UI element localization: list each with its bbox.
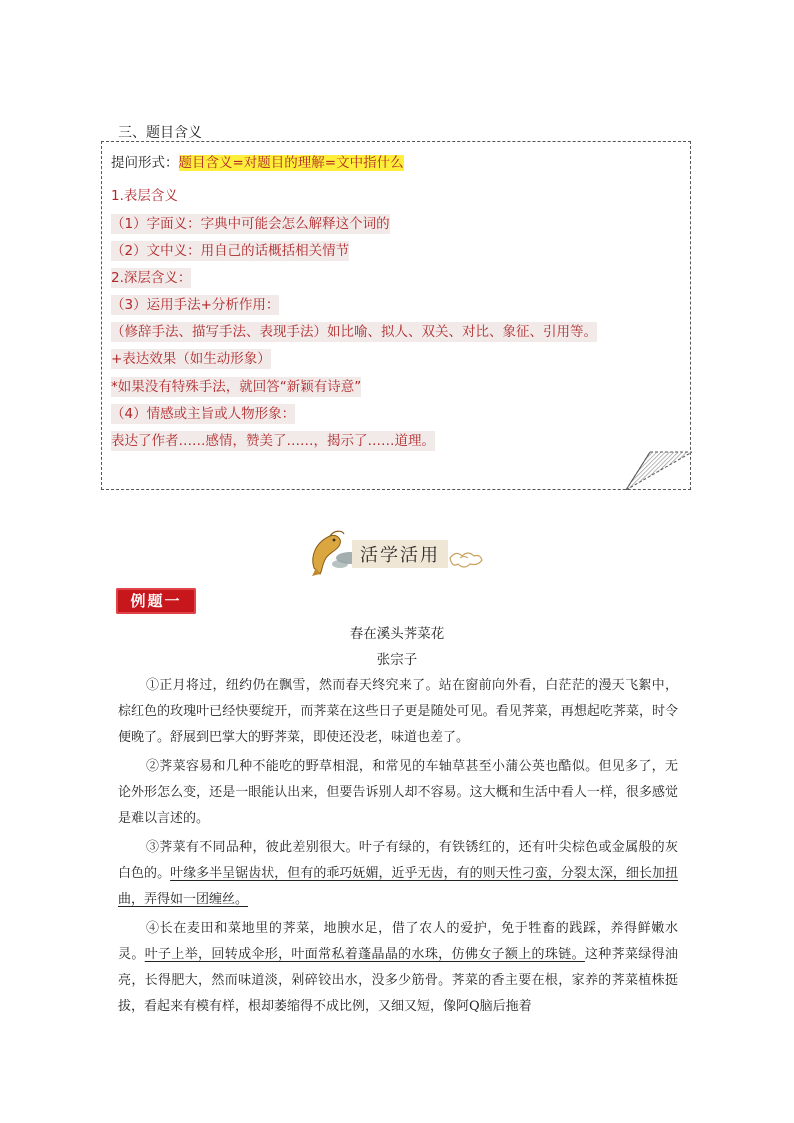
section-title: 三、题目含义 xyxy=(118,125,202,141)
article-author: 张宗子 xyxy=(376,652,418,668)
paragraph-3 xyxy=(118,835,678,913)
paragraph-1: ①正月将过，纽约仍在飘雪，然而春天终究来了。站在窗前向外看，白茫茫的漫天飞絮中，棕红色的玫瑰叶已经快要绽开，而荠菜在这些日子更是随处可见。看见荠菜，再想起吃荠菜，时令便晚了。舒展到巴掌大的野荠菜，即使还没老，味道也差了。 xyxy=(118,678,678,745)
paragraph-4 xyxy=(118,916,678,1020)
paragraph-4-underline: 叶子上举，回转成伞形，叶面常私着蓬晶晶的水珠，仿佛女子额上的珠链。 xyxy=(144,947,585,962)
note-line-1: 1.表层含义 xyxy=(111,188,178,204)
note-line-3: （2）文中义：用自己的话概括相关情节 xyxy=(111,243,350,259)
note-line-10: 表达了作者……感情，赞美了……，揭示了……道理。 xyxy=(111,433,435,449)
note-line-7: +表达效果（如生动形象） xyxy=(111,351,271,367)
page-curl-icon xyxy=(622,444,692,490)
note-line-5: （3）运用手法+分析作用： xyxy=(111,297,280,313)
note-line-8: *如果没有特殊手法，就回答“新颖有诗意” xyxy=(111,379,362,395)
note-line-6: （修辞手法、描写手法、表现手法）如比喻、拟人、双关、对比、象征、引用等。 xyxy=(111,324,597,340)
paragraph-3-text: ③荠菜有不同品种，彼此差别很大。叶子有绿的，有铁锈红的，还有叶尖棕色或金属般的灰白色的。 xyxy=(118,840,678,881)
banner-text: 活学活用 xyxy=(360,545,440,566)
paragraph-4-text-b: 这种荠菜绿得油亮，长得肥大，然而味道淡，剁碎铰出水，没多少筋骨。荠菜的香主要在根，家养的荠菜植株挺拔，看起来有模有样，根却萎缩得不成比例，又细又短，像阿Q脑后拖着 xyxy=(118,947,678,1014)
article-title: 春在溪头荠菜花 xyxy=(349,626,445,642)
note-line-2: （1）字面义：字典中可能会怎么解释这个词的 xyxy=(111,216,390,232)
fish-icon xyxy=(312,531,344,576)
prompt-line xyxy=(111,153,404,173)
prompt-label: 提问形式： xyxy=(111,155,179,171)
note-box xyxy=(101,141,691,490)
paragraph-4-text-a: ④长在麦田和菜地里的荠菜，地腴水足，借了农人的爱护，免于牲畜的践踩，养得鲜嫩水灵。 xyxy=(118,921,678,962)
prompt-highlight: 题目含义=对题目的理解=文中指什么 xyxy=(178,155,404,171)
example-badge xyxy=(116,588,196,614)
banner xyxy=(300,528,490,578)
example-badge-text: 例题一 xyxy=(130,592,182,610)
note-line-4: 2.深层含义： xyxy=(111,270,192,286)
paragraph-2: ②荠菜容易和几种不能吃的野草相混，和常见的车轴草甚至小蒲公英也酷似。但见多了，无论外形怎么变，还是一眼能认出来，但要告诉别人却不容易。这大概和生活中看人一样，很多感觉是难以言述的。 xyxy=(118,759,678,826)
note-line-9: （4）情感或主旨或人物形象： xyxy=(111,406,296,422)
cloud-icon xyxy=(450,553,482,567)
paragraph-3-underline: 叶缘多半呈锯齿状，但有的乖巧妩媚，近乎无齿，有的则天性刁蛮，分裂太深，细长加扭曲，弄得如一团缠丝。 xyxy=(118,866,678,907)
